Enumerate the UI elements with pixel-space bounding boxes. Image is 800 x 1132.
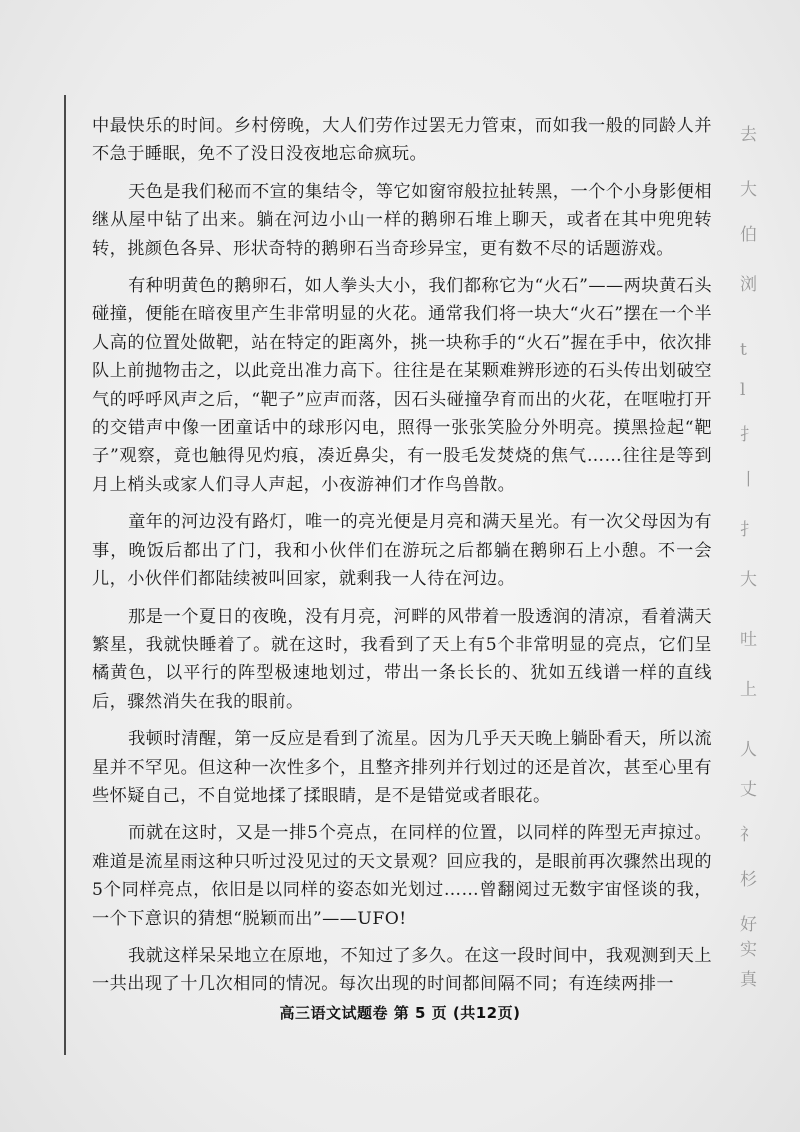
bleed-char: 大 <box>740 180 757 200</box>
paragraph: 有种明黄色的鹅卵石，如人拳头大小，我们都称它为“火石”——两块黄石头碰撞，便能在暗夜里产生非常明显的火花。通常我们将一块大“火石”摆在一个半人高的位置处做靶，站在特定的距离外，挑一块称手的“火石”握在手中，依次排队上前抛物击之，以此竞出准力高下。往往是在某颗难辨形迹的石头传出划破空气的呼呼风声之后，“靶子”应声而落，因石头碰撞孕育而出的火花，在哐啦打开的交错声中像一团童话中的球形闪电，照得一张张笑脸分外明亮。摸黑捡起“靶子”观察，竟也触得见灼痕，凑近鼻尖，有一股毛发焚烧的焦气……往往是等到月上梢头或家人们寻人声起，小夜游神们才作鸟兽散。 <box>92 276 712 495</box>
bleed-char: 杉 <box>740 870 757 890</box>
bleed-char: 去 <box>740 125 757 145</box>
paragraph: 而就在这时，又是一排5个亮点，在同样的位置，以同样的阵型无声掠过。难道是流星雨这种只听过没见过的天文景观？回应我的，是眼前再次骤然出现的5个同样亮点，依旧是以同样的姿态如光划过……曾翻阅过无数宇宙怪谈的我，一个下意识的猜想“脱颖而出”——UFO! <box>92 823 712 929</box>
paragraph: 我就这样呆呆地立在原地，不知过了多久。在这一段时间中，我观测到天上一共出现了十几次相同的情况。每次出现的时间都间隔不同；有连续两排一 <box>92 945 712 995</box>
bleed-char: 丈 <box>740 780 757 800</box>
bleed-char: 伯 <box>740 225 757 245</box>
paragraph: 那是一个夏日的夜晚，没有月亮，河畔的风带着一股透润的清凉，看着满天繁星，我就快睡着了。就在这时，我看到了天上有5个非常明显的亮点，它们呈橘黄色，以平行的阵型极速地划过，带出一条长长的、犹如五线谱一样的直线后，骤然消失在我的眼前。 <box>92 606 712 712</box>
article-body <box>92 112 712 1008</box>
paragraph: 天色是我们秘而不宣的集结令，等它如窗帘般拉扯转黑，一个个小身影便相继从屋中钻了出来。躺在河边小山一样的鹅卵石堆上聊天，或者在其中兜兜转转，挑颜色各异、形状奇特的鹅卵石当奇珍异宝，更有数不尽的话题游戏。 <box>92 181 712 259</box>
bleed-char: l <box>740 380 746 400</box>
page-footer: 高三语文试题卷 第 5 页 (共12页) <box>279 1004 521 1022</box>
bleed-char: 实 <box>740 940 757 960</box>
bleed-char: 吐 <box>740 630 757 650</box>
bleed-char: 浏 <box>740 275 757 295</box>
bleed-char: t <box>740 340 747 360</box>
paragraph: 童年的河边没有路灯，唯一的亮光便是月亮和满天星光。有一次父母因为有事，晚饭后都出了门，我和小伙伴们在游玩之后都躺在鹅卵石上小憩。不一会儿，小伙伴们都陆续被叫回家，就剩我一人待在河边。 <box>92 512 712 590</box>
bleed-char: 扌 <box>740 425 757 445</box>
bleed-char: 上 <box>740 680 757 700</box>
bleed-char: 好 <box>740 915 757 935</box>
bleed-char: 人 <box>740 740 757 760</box>
bleed-char: 礻 <box>740 825 757 845</box>
bleed-char: 大 <box>740 570 757 590</box>
paragraph: 中最快乐的时间。乡村傍晚，大人们劳作过罢无力管束，而如我一般的同龄人并不急于睡眠，免不了没日没夜地忘命疯玩。 <box>92 116 712 165</box>
bleed-char: 真 <box>740 970 757 990</box>
bleed-char: 扌 <box>740 520 757 540</box>
margin-bleed-through <box>740 120 780 1000</box>
paragraph: 我顿时清醒，第一反应是看到了流星。因为几乎天天晚上躺卧看天，所以流星并不罕见。但这种一次性多个，且整齐排列并行划过的还是首次，甚至心里有些怀疑自己，不自觉地揉了揉眼睛，是不是错觉或者眼花。 <box>92 729 712 806</box>
margin-rule <box>64 95 66 1055</box>
bleed-char: 丨 <box>740 470 757 490</box>
